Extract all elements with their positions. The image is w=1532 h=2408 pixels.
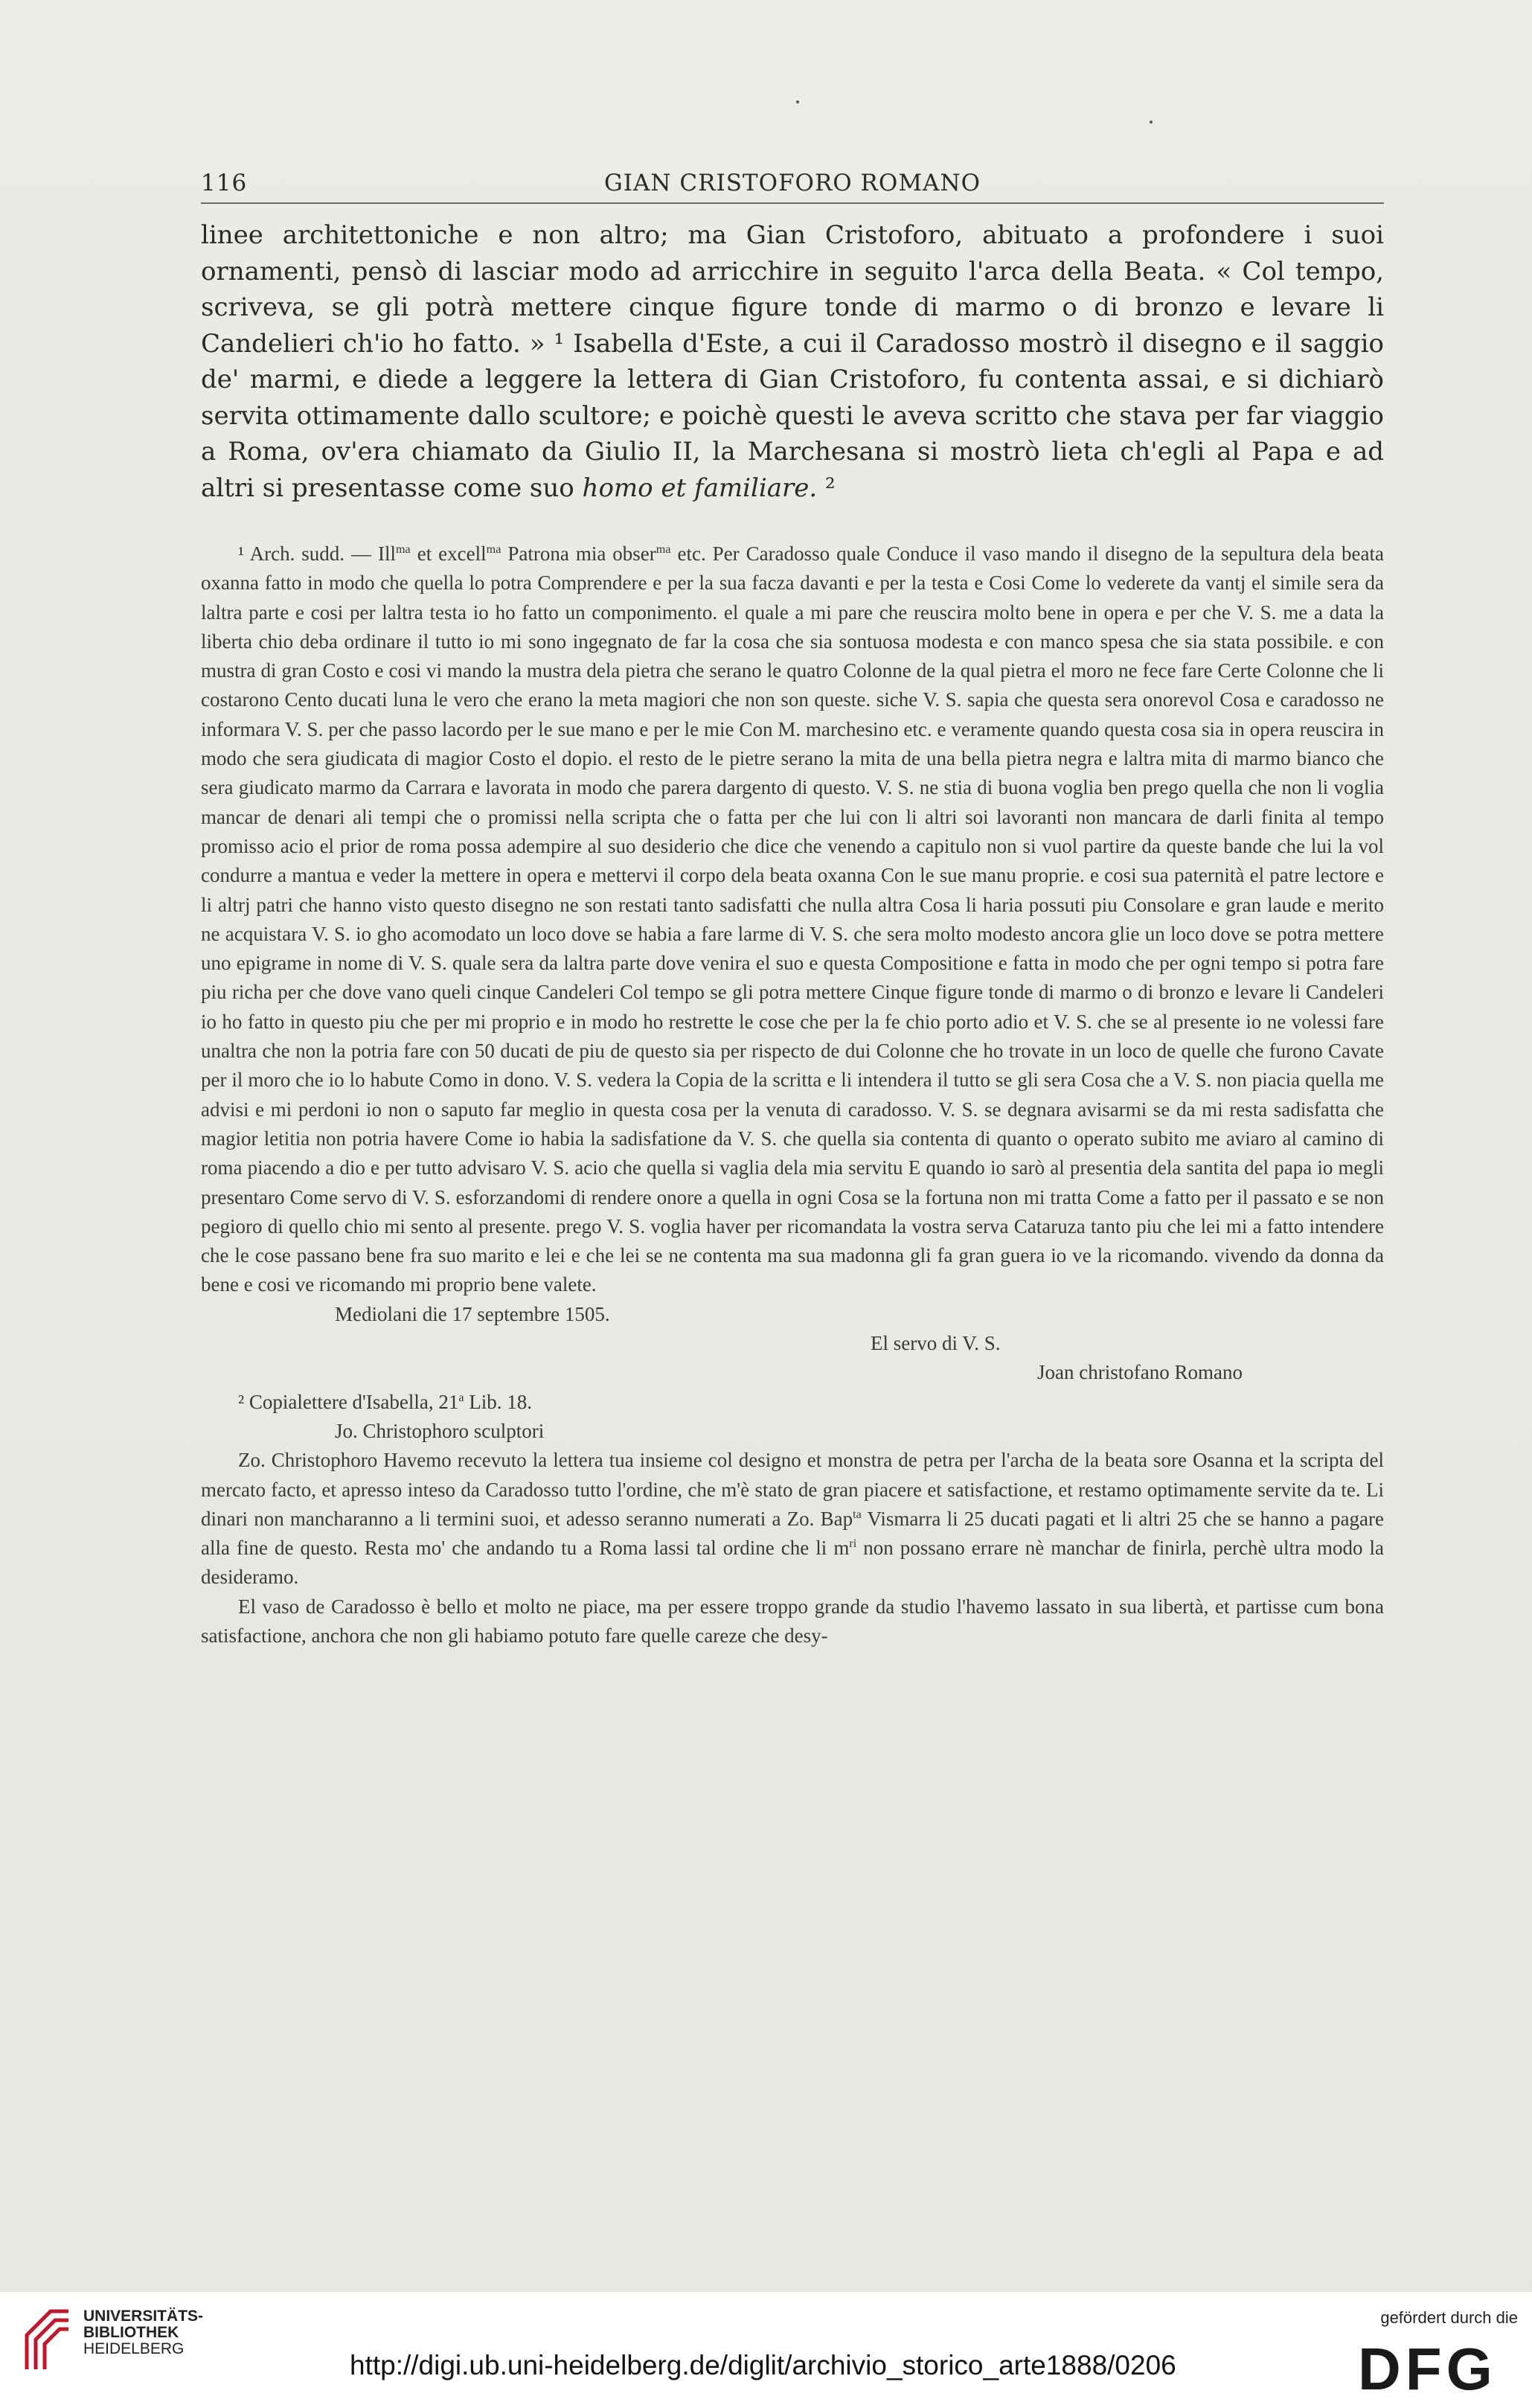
body-footnote-ref: ²	[825, 473, 836, 503]
digitization-footer	[0, 2292, 1532, 2408]
footnote-2-text: non possano errare nè manchar de finirla, perchè ultra modo la desideramo.	[201, 1537, 1384, 1589]
permalink-url[interactable]: http://digi.ub.uni-heidelberg.de/diglit/archivio_storico_arte1888/0206	[350, 2350, 1176, 2380]
library-name-line: BIBLIOTHEK	[83, 2324, 179, 2341]
main-text	[201, 217, 1384, 506]
footnote-2	[201, 1388, 1384, 1417]
body-paragraph-text: linee architettoniche e non altro; ma Gian Cristoforo, abituato a profondere i suoi ornamenti, pensò di lasciar modo ad arricchire in seguito l'arca della Beata. « Col tempo, scriveva, se gli potrà mettere cinque figure tonde di marmo o di bronzo e levare li Candelieri ch'io ho fatto. » ¹ Isabella d'Este, a cui il Caradosso mostrò il disegno e il saggio de' marmi, e diede a leggere la lettera di Gian Cristoforo, fu contenta assai, e si dichiarò servita ottimamente dallo scultore; e poichè questi le aveva scritto che stava per far viaggio a Roma, ov'era chiamato da Giulio II, la Marchesana si mostrò lieta ch'egli al Papa e ad altri si presentasse come suo	[201, 220, 1384, 503]
footnote-1-salutation: et excell	[410, 542, 487, 565]
dfg-logo: DFG	[1358, 2336, 1497, 2402]
paper-speck	[796, 100, 799, 103]
footnote-1-source: Arch. sudd. — Ill	[249, 542, 396, 565]
library-name	[83, 2308, 232, 2357]
footnote-2-text: Zo. Christophoro Havemo recevuto la lettera tua insieme col designo et monstra de petra per l'archa de la beata sore Osanna et la scripta del mercato facto, et apresso inteso da Caradosso tutto l'ordine, che m'è stato de gran piacere et satisfactione, et restamo optimamente servite da te. Li dinari non mancharanno a li termini suoi, et adesso seranno numerati a Zo. Bap	[201, 1449, 1384, 1530]
superscript: ma	[656, 542, 671, 556]
footnote-1	[201, 539, 1384, 1300]
superscript: ma	[395, 542, 411, 556]
funding-note: gefördert durch die	[1380, 2308, 1518, 2327]
library-name-line: UNIVERSITÄTS-	[83, 2308, 204, 2325]
footnote-2-mark: ²	[238, 1390, 245, 1413]
footnote-1-salutation: Patrona mia obser	[501, 542, 656, 565]
running-title: GIAN CRISTOFORO ROMANO	[604, 170, 981, 196]
body-italic-phrase: homo et familiare.	[582, 473, 818, 503]
header-divider	[201, 202, 1384, 204]
footnote-1-signature: Joan christofano Romano	[1037, 1361, 1243, 1384]
footnote-2-addressee: Jo. Christophoro sculptori	[335, 1419, 545, 1442]
footnote-1-mark: ¹	[238, 542, 245, 565]
footnotes	[201, 539, 1384, 1650]
footnote-2-paragraph: El vaso de Caradosso è bello et molto ne piace, ma per essere troppo grande da studio l'havemo lassato in sua libertà, et partisse cum bona satisfactione, anchora che non gli habiamo potuto fare quelle careze che desy-	[201, 1595, 1384, 1647]
footnote-1-date: Mediolani die 17 septembre 1505.	[335, 1302, 610, 1325]
footnote-2-source: Copialettere d'Isabella, 21	[249, 1390, 459, 1413]
paper-speck	[1150, 121, 1153, 124]
footnote-2-source-tail: Lib. 18.	[464, 1390, 533, 1413]
page-number: 116	[201, 170, 248, 196]
footnote-2-text: Vismarra li 25 ducati pagati et li altri 25 che se hanno a pagare alla fine de questo. Resta mo' che andando tu a Roma lassi tal ordine che li m	[201, 1507, 1384, 1560]
superscript: ta	[853, 1507, 862, 1521]
library-name-line: HEIDELBERG	[83, 2340, 185, 2357]
university-library-logo-icon	[21, 2305, 74, 2372]
footnote-1-closing: El servo di V. S.	[871, 1332, 1001, 1355]
superscript: a	[458, 1390, 464, 1404]
superscript: ri	[849, 1537, 857, 1551]
page-header	[201, 170, 1384, 199]
body-paragraph	[201, 217, 1384, 506]
footnote-2-paragraph	[201, 1446, 1384, 1592]
footnote-1-letter: etc. Per Caradosso quale Conduce il vaso mando il disegno de la sepultura dela beata oxanna fatto in modo che quella lo potra Comprendere e per la sua facza davanti e per la testa e Cosi Come lo vederete da vantj el simile sera da laltra parte e cosi per laltra testa io ho fatto un componimento. el quale a mi pare che reuscira molto bene in opera e per che V. S. me a data la liberta chio deba ordinare il tutto io mi sono ingegnato de far la cosa che sia sontuosa modesta e con manco spesa che sia stata possibile. e con mustra di gran Costo e cosi vi mando la mustra dela pietra che serano le quatro Colonne de la qual pietra el moro ne fece fare Certe Colonne che li costarono Cento ducati luna le vero che erano la meta magiori che non son queste. siche V. S. sapia che questa sera onorevol Cosa e caradosso ne informara V. S. per che passo lacordo per le sue mano e per le mie Con M. marchesino etc. e veramente quando questa cosa sia in opera reuscira in modo che sera giudicata di magior Costo el dopio. el resto de le pietre serano la mita de una bella pietra negra e laltra mita di marmo bianco che sera giudicato marmo da Carrara e lavorata in modo che parera dargento di questo. V. S. ne stia di buona voglia ben prego quella che non li voglia mancar de denari ali tempi che o promissi nella scripta che o fatta per che lui con li altri soi lavoranti non mancara de darli finita al tempo promisso acio el prior de roma possa adempire al suo desiderio che dice che venendo a capitulo non si vuol partire da queste bande che lui la vol condurre a mantua e veder la mettere in opera e mettervi il corpo dela beata oxanna Con le sue manu proprie. e cosi sua paternità el patre lectore e li altrj patri che hanno visto questo disegno ne son restati tanto sadisfatti che nulla altra Cosa li haria possuti piu Consolare e gran laude e merito ne acquistara V. S. io gho acomodato un loco dove se habia a fare larme di V. S. che sera molto modesto ancora glie un loco dove se potra mettere uno epigrame in nome di V. S. quale sera da laltra parte dove venira el suo e questa Compositione e fatta in modo che per ogni tempo si potra fare piu richa per che dove vano queli cinque Candeleri Col tempo se gli potra mettere Cinque figure tonde di marmo o di bronzo e levare li Candeleri io ho fatto in questo piu che per mi proprio e in modo ho restrette le cose che per la fe chio porto adio et V. S. che se al presente io ne volessi fare unaltra che non la potria fare con 50 ducati de piu de questo sia per rispecto de dui Colonne che ho trovate in un loco de quelle che furono Cavate per il moro che io lo habute Como in dono. V. S. vedera la Copia de la scritta e li intendera il tutto se gli sera Cosa che a V. S. non piacia quella me advisi e mi perdoni io non o saputo far meglio in questa cosa per la venuta di caradosso. V. S. se degnara avisarmi se da mi resta sadisfatta che magior letitia non potria havere Come io habia la sadisfatione da V. S. che quella sia contenta di quanto o operato subito me aviaro al camino di roma piacendo a dio e per tutto advisaro V. S. acio che quella si vaglia dela mia servitu E quando io sarò al presentia dela santita del papa io megli presentaro Come servo di V. S. esforzandomi di rendere onore a quella in ogni Cosa se la fortuna non mi tratta Come a fatto per il passato e se non pegioro di quello chio mi sento al presente. prego V. S. voglia haver per ricomandata la vostra serva Cataruza tanto piu che lei mi a fatto intendere che le cose passano bene fra suo marito e lei e che lei se ne contenta ma sua madonna gli fa gran guera io ve la ricomando. vivendo da donna da bene e cosi ve ricomando mi proprio bene valete.	[201, 542, 1384, 1296]
superscript: ma	[486, 542, 501, 556]
